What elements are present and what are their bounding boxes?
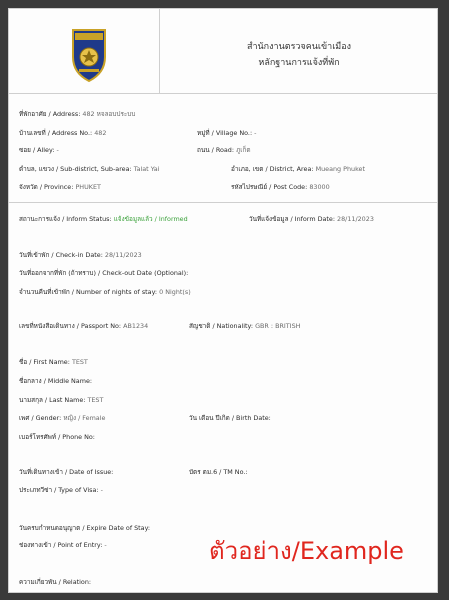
nationality-row [189, 321, 300, 331]
passport-value: AB1234 [123, 322, 149, 330]
checkin-label: วันที่เข้าพัก / Check-in Date: [19, 251, 103, 259]
relation-row [19, 577, 91, 587]
district-label: อำเภอ, เขต / District, Area: [231, 165, 314, 173]
last-name-value: TEST [87, 396, 104, 404]
address-no-row [19, 128, 106, 138]
village-value: - [254, 129, 257, 137]
postcode-value: 83000 [309, 183, 330, 191]
inform-date-value: 28/11/2023 [337, 215, 374, 223]
road-row [197, 145, 250, 155]
birth-date-label: วัน เดือน ปีเกิด / Birth Date: [189, 414, 271, 422]
visa-type-row [19, 485, 103, 495]
expire-date-row [19, 523, 150, 533]
checkout-row [19, 268, 188, 278]
last-name-row [19, 395, 103, 405]
subdistrict-row [19, 164, 159, 174]
nationality-label: สัญชาติ / Nationality: [189, 322, 254, 330]
point-of-entry-label: ช่องทางเข้า / Point of Entry: [19, 541, 103, 549]
province-label: จังหวัด / Province: [19, 183, 74, 191]
last-name-label: นามสกุล / Last Name: [19, 396, 86, 404]
province-value: PHUKET [75, 183, 101, 191]
subdistrict-label: ตำบล, แขวง / Sub-district, Sub-area: [19, 165, 132, 173]
checkin-value: 28/11/2023 [104, 251, 142, 259]
phone-row [19, 432, 95, 442]
checkin-row [19, 250, 142, 260]
gender-value: หญิง / Female [63, 414, 106, 422]
road-value: ภูเก็ต [236, 146, 251, 154]
district-value: Mueang Phuket [315, 165, 365, 173]
example-watermark: ตัวอย่าง/Example [209, 537, 404, 565]
district-row [231, 164, 365, 174]
inform-date-row [249, 214, 374, 224]
postcode-row [231, 182, 330, 192]
logo-cell [19, 9, 160, 93]
office-name: สำนักงานตรวจคนเข้าเมือง [246, 42, 352, 52]
tm-no-label: บัตร ตม.6 / TM No.: [189, 468, 248, 476]
first-name-value: TEST [71, 358, 88, 366]
passport-row [19, 321, 148, 331]
address-no-label: บ้านเลขที่ / Address No.: [19, 129, 93, 137]
subdistrict-value: Talat Yai [133, 165, 160, 173]
checkout-label: วันที่ออกจากที่พัก (ถ้าทราบ) / Check-out Date (Optional): [19, 269, 189, 277]
office-title [159, 39, 438, 71]
nights-label: จำนวนคืนที่เข้าพัก / Number of nights of stay: [19, 288, 158, 296]
alley-label: ซอย / Alley: [19, 146, 55, 154]
inform-status-label: สถานะการแจ้ง / Inform Status: [19, 215, 112, 223]
issue-date-label: วันที่เดินทางเข้า / Date of Issue: [19, 468, 114, 476]
visa-type-label: ประเภทวีซ่า / Type of Visa: [19, 486, 99, 494]
village-row [197, 128, 256, 138]
address-value: 482 หจลอบประบบ [82, 110, 136, 118]
inform-status-row [19, 214, 188, 224]
point-of-entry-value: - [104, 541, 107, 549]
passport-label: เลขที่หนังสือเดินทาง / Passport No: [19, 322, 122, 330]
inform-date-label: วันที่แจ้งข้อมูล / Inform Date: [249, 215, 335, 223]
gender-label: เพศ / Gender: [19, 414, 62, 422]
issue-date-row [19, 467, 113, 477]
nationality-value: GBR : BRITISH [255, 322, 301, 330]
address-row [19, 109, 135, 119]
nights-value: 0 Night(s) [159, 288, 191, 296]
section-divider [9, 202, 438, 203]
road-label: ถนน / Road: [197, 146, 235, 154]
expire-date-label: วันครบกำหนดอนุญาต / Expire Date of Stay: [19, 524, 151, 532]
middle-name-label: ชื่อกลาง / Middle Name: [19, 377, 93, 385]
document-header [9, 9, 437, 94]
alley-row [19, 145, 59, 155]
address-no-value: 482 [94, 129, 107, 137]
province-row [19, 182, 101, 192]
village-label: หมู่ที่ / Village No.: [197, 129, 253, 137]
notification-document [8, 8, 438, 593]
address-label: ที่พักอาศัย / Address: [19, 110, 81, 118]
visa-type-value: - [100, 486, 103, 494]
inform-status-value: แจ้งข้อมูลแล้ว / Informed [113, 215, 188, 223]
alley-value: - [56, 146, 59, 154]
relation-label: ความเกี่ยวพัน / Relation: [19, 578, 92, 586]
middle-name-row [19, 376, 92, 386]
nights-row [19, 287, 191, 297]
document-title: หลักฐานการแจ้งที่พัก [258, 58, 340, 68]
gender-row [19, 413, 105, 423]
police-badge-icon [69, 27, 109, 83]
first-name-row [19, 357, 88, 367]
birth-date-row [189, 413, 271, 423]
point-of-entry-row [19, 540, 107, 550]
tm-no-row [189, 467, 248, 477]
first-name-label: ชื่อ / First Name: [19, 358, 70, 366]
phone-label: เบอร์โทรศัพท์ / Phone No: [19, 433, 95, 441]
postcode-label: รหัสไปรษณีย์ / Post Code: [231, 183, 308, 191]
